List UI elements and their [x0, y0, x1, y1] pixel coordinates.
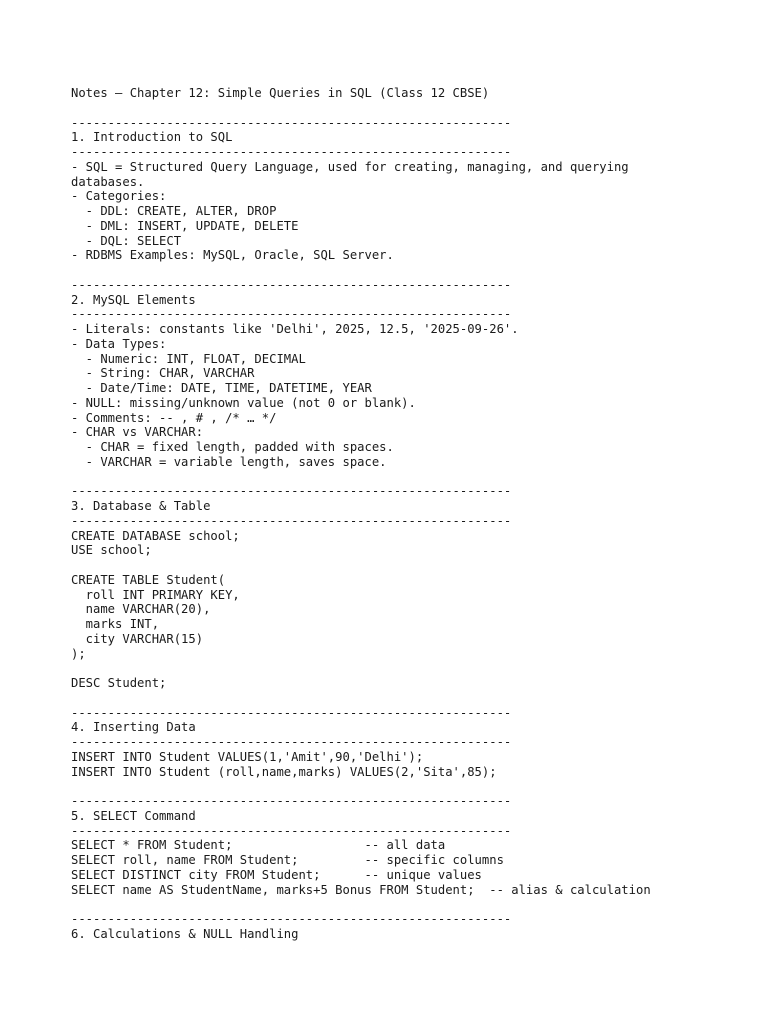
text-line: - RDBMS Examples: MySQL, Oracle, SQL Server.	[71, 248, 394, 263]
section-divider: ------------------------------------------------------------	[71, 912, 512, 926]
text-line: - DDL: CREATE, ALTER, DROP	[71, 204, 277, 218]
text-line: );	[71, 646, 86, 661]
section-divider: ------------------------------------------------------------	[71, 277, 512, 292]
text-line: SELECT name AS StudentName, marks+5 Bonus FROM Student; -- alias & calculation	[71, 882, 651, 897]
text-line: databases.	[71, 174, 145, 189]
section-divider: ------------------------------------------------------------	[71, 307, 512, 322]
text-line: name VARCHAR(20),	[71, 602, 211, 617]
section-heading: 2. MySQL Elements	[71, 292, 196, 307]
text-line: - DQL: SELECT	[71, 233, 182, 248]
document-title: Notes – Chapter 12: Simple Queries in SQL (Class 12 CBSE)	[71, 86, 490, 100]
text-line: INSERT INTO Student VALUES(1,'Amit',90,'Delhi');	[71, 749, 424, 764]
text-line: - NULL: missing/unknown value (not 0 or blank).	[71, 395, 416, 410]
text-line: city VARCHAR(15)	[71, 631, 204, 646]
text-line: - VARCHAR = variable length, saves space.	[71, 454, 387, 469]
section-divider: ------------------------------------------------------------	[71, 794, 512, 808]
section-heading: 6. Calculations & NULL Handling	[71, 926, 299, 941]
text-line: - CHAR = fixed length, padded with spaces.	[71, 440, 394, 454]
section-divider: ------------------------------------------------------------	[71, 484, 512, 499]
text-line: SELECT roll, name FROM Student; -- specific columns	[71, 853, 504, 867]
text-line: - Date/Time: DATE, TIME, DATETIME, YEAR	[71, 381, 372, 395]
text-line: - Categories:	[71, 189, 167, 204]
blank-line	[71, 101, 751, 116]
text-line: marks INT,	[71, 617, 160, 631]
section-divider: ------------------------------------------------------------	[71, 115, 512, 130]
text-line: INSERT INTO Student (roll,name,marks) VALUES(2,'Sita',85);	[71, 764, 497, 779]
blank-line	[71, 263, 751, 278]
text-line: - CHAR vs VARCHAR:	[71, 425, 204, 440]
text-line: CREATE TABLE Student(	[71, 572, 226, 587]
text-line: USE school;	[71, 543, 152, 558]
text-line: SELECT DISTINCT city FROM Student; -- unique values	[71, 867, 482, 882]
text-line: - DML: INSERT, UPDATE, DELETE	[71, 218, 299, 233]
text-line: - Literals: constants like 'Delhi', 2025, 12.5, '2025-09-26'.	[71, 322, 519, 336]
text-line: - SQL = Structured Query Language, used for creating, managing, and querying	[71, 159, 629, 174]
section-heading: 1. Introduction to SQL	[71, 130, 233, 145]
blank-line	[71, 470, 751, 485]
section-heading: 4. Inserting Data	[71, 720, 196, 735]
text-line: SELECT * FROM Student; -- all data	[71, 838, 446, 853]
section-divider: ------------------------------------------------------------	[71, 513, 512, 528]
text-line: DESC Student;	[71, 676, 167, 690]
blank-line	[71, 691, 751, 706]
section-heading: 3. Database & Table	[71, 499, 211, 513]
blank-line	[71, 558, 751, 573]
text-line: - Data Types:	[71, 336, 167, 351]
section-divider: ------------------------------------------------------------	[71, 823, 512, 838]
text-line: - Comments: -- , # , /* … */	[71, 410, 277, 425]
blank-line	[71, 897, 751, 912]
text-line: - String: CHAR, VARCHAR	[71, 366, 255, 381]
section-heading: 5. SELECT Command	[71, 808, 196, 823]
blank-line	[71, 661, 751, 676]
text-line: roll INT PRIMARY KEY,	[71, 587, 240, 602]
section-divider: ------------------------------------------------------------	[71, 735, 512, 749]
blank-line	[71, 779, 751, 794]
section-divider: ------------------------------------------------------------	[71, 705, 512, 720]
text-line: CREATE DATABASE school;	[71, 528, 240, 543]
document-body	[71, 86, 751, 942]
text-line: - Numeric: INT, FLOAT, DECIMAL	[71, 351, 306, 366]
section-divider: ------------------------------------------------------------	[71, 145, 512, 159]
